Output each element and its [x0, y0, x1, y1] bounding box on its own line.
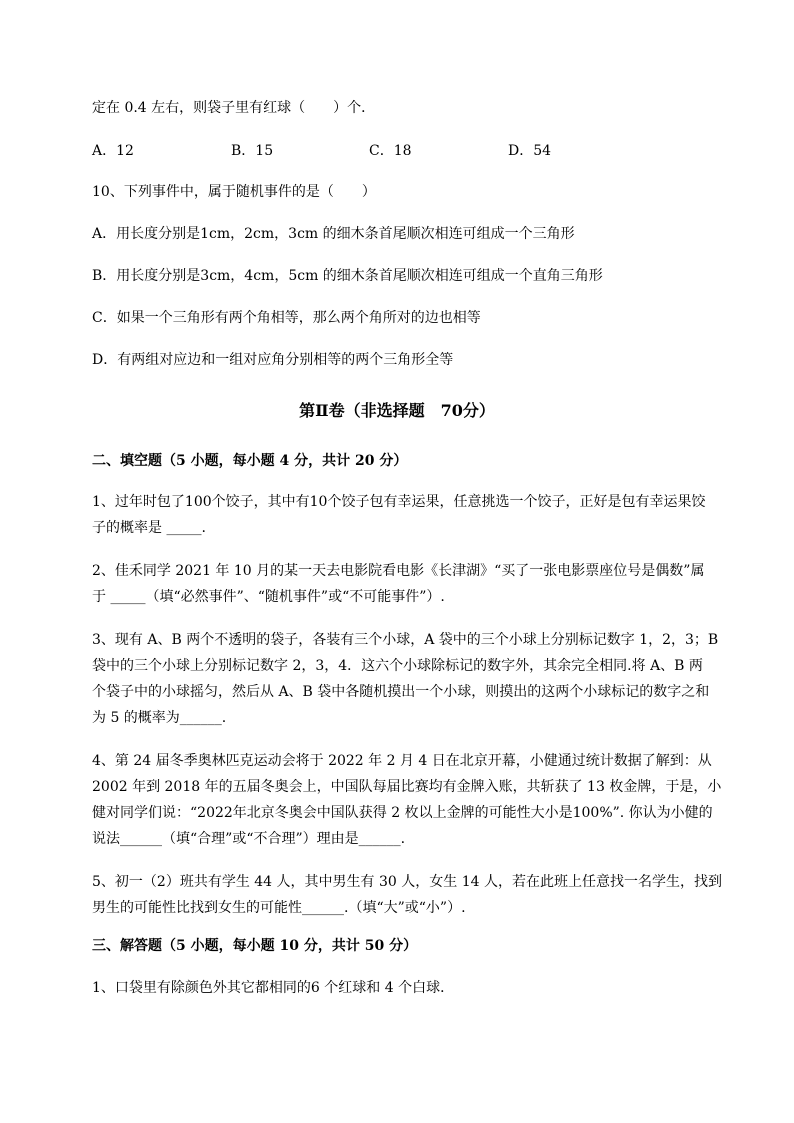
- solve-q1: 1、口袋里有除颜色外其它都相同的6 个红球和 4 个白球．: [92, 980, 455, 996]
- q9-options: [92, 141, 692, 161]
- q9-option-a: A．12: [92, 143, 134, 159]
- fill-q4-line1: 4、第 24 届冬季奥林匹克运动会将于 2022 年 2 月 4 日在北京开幕，小健通过统计数据了解到：从: [92, 753, 712, 769]
- fill-q1-line1: 1、过年时包了100个饺子，其中有10个饺子包有幸运果，任意挑选一个饺子，正好是包有幸运果饺: [92, 494, 706, 510]
- fill-q5-line2: 男生的可能性比找到女生的可能性______.（填“大”或“小”）.: [92, 900, 466, 916]
- part2-title: 第Ⅱ卷（非选择题 70分）: [299, 401, 495, 420]
- q10-option-d: D．有两组对应边和一组对应角分别相等的两个三角形全等: [92, 352, 454, 368]
- fill-q4-line2: 2002 年到 2018 年的五届冬奥会上，中国队每届比赛均有金牌入账，共斩获了 13 枚金牌，于是，小: [92, 779, 722, 795]
- fill-q2-line2: 于 _____（填“必然事件”、“随机事件”或“不可能事件”）.: [92, 589, 445, 605]
- fill-q2-line1: 2、佳禾同学 2021 年 10 月的某一天去电影院看电影《长津湖》“买了一张电影票座位号是偶数”属: [92, 563, 705, 579]
- q9-option-b: B．15: [231, 143, 274, 159]
- fill-q4-line3: 健对同学们说：“2022年北京冬奥会中国队获得 2 枚以上金牌的可能性大小是100%”. 你认为小健的: [92, 805, 713, 821]
- fill-q5-line1: 5、初一（2）班共有学生 44 人，其中男生有 30 人，女生 14 人，若在此班上任意找一名学生，找到: [92, 874, 722, 890]
- q10-stem: 10、下列事件中，属于随机事件的是（ ）: [92, 184, 376, 200]
- fill-q3-line2: 袋中的三个小球上分别标记数字 2，3，4．这六个小球除标记的数字外，其余完全相同.将 A、B 两: [92, 658, 703, 674]
- q9-option-c: C．18: [369, 143, 412, 159]
- q9-option-d: D．54: [508, 143, 552, 159]
- q9-tail: 定在 0.4 左右，则袋子里有红球（ ）个．: [92, 100, 376, 116]
- solve-section-heading: 三、解答题（5 小题，每小题 10 分，共计 50 分）: [92, 938, 418, 954]
- q10-option-a: A．用长度分别是1cm，2cm，3cm 的细木条首尾顺次相连可组成一个三角形: [92, 226, 575, 242]
- fill-q3-line1: 3、现有 A、B 两个不透明的袋子，各装有三个小球，A 袋中的三个小球上分别标记数字 1，2，3；B: [92, 632, 719, 648]
- q10-option-c: C．如果一个三角形有两个角相等，那么两个角所对的边也相等: [92, 310, 481, 326]
- fill-q1-line2: 子的概率是 _____.: [92, 520, 206, 536]
- fill-q4-line4: 说法______（填“合理”或“不合理”）理由是______.: [92, 831, 406, 847]
- fill-section-heading: 二、填空题（5 小题，每小题 4 分，共计 20 分）: [92, 453, 408, 469]
- q10-option-b: B．用长度分别是3cm，4cm，5cm 的细木条首尾顺次相连可组成一个直角三角形: [92, 268, 603, 284]
- fill-q3-line3: 个袋子中的小球摇匀，然后从 A、B 袋中各随机摸出一个小球，则摸出的这两个小球标记的数字之和: [92, 684, 710, 700]
- fill-q3-line4: 为 5 的概率为______.: [92, 710, 227, 726]
